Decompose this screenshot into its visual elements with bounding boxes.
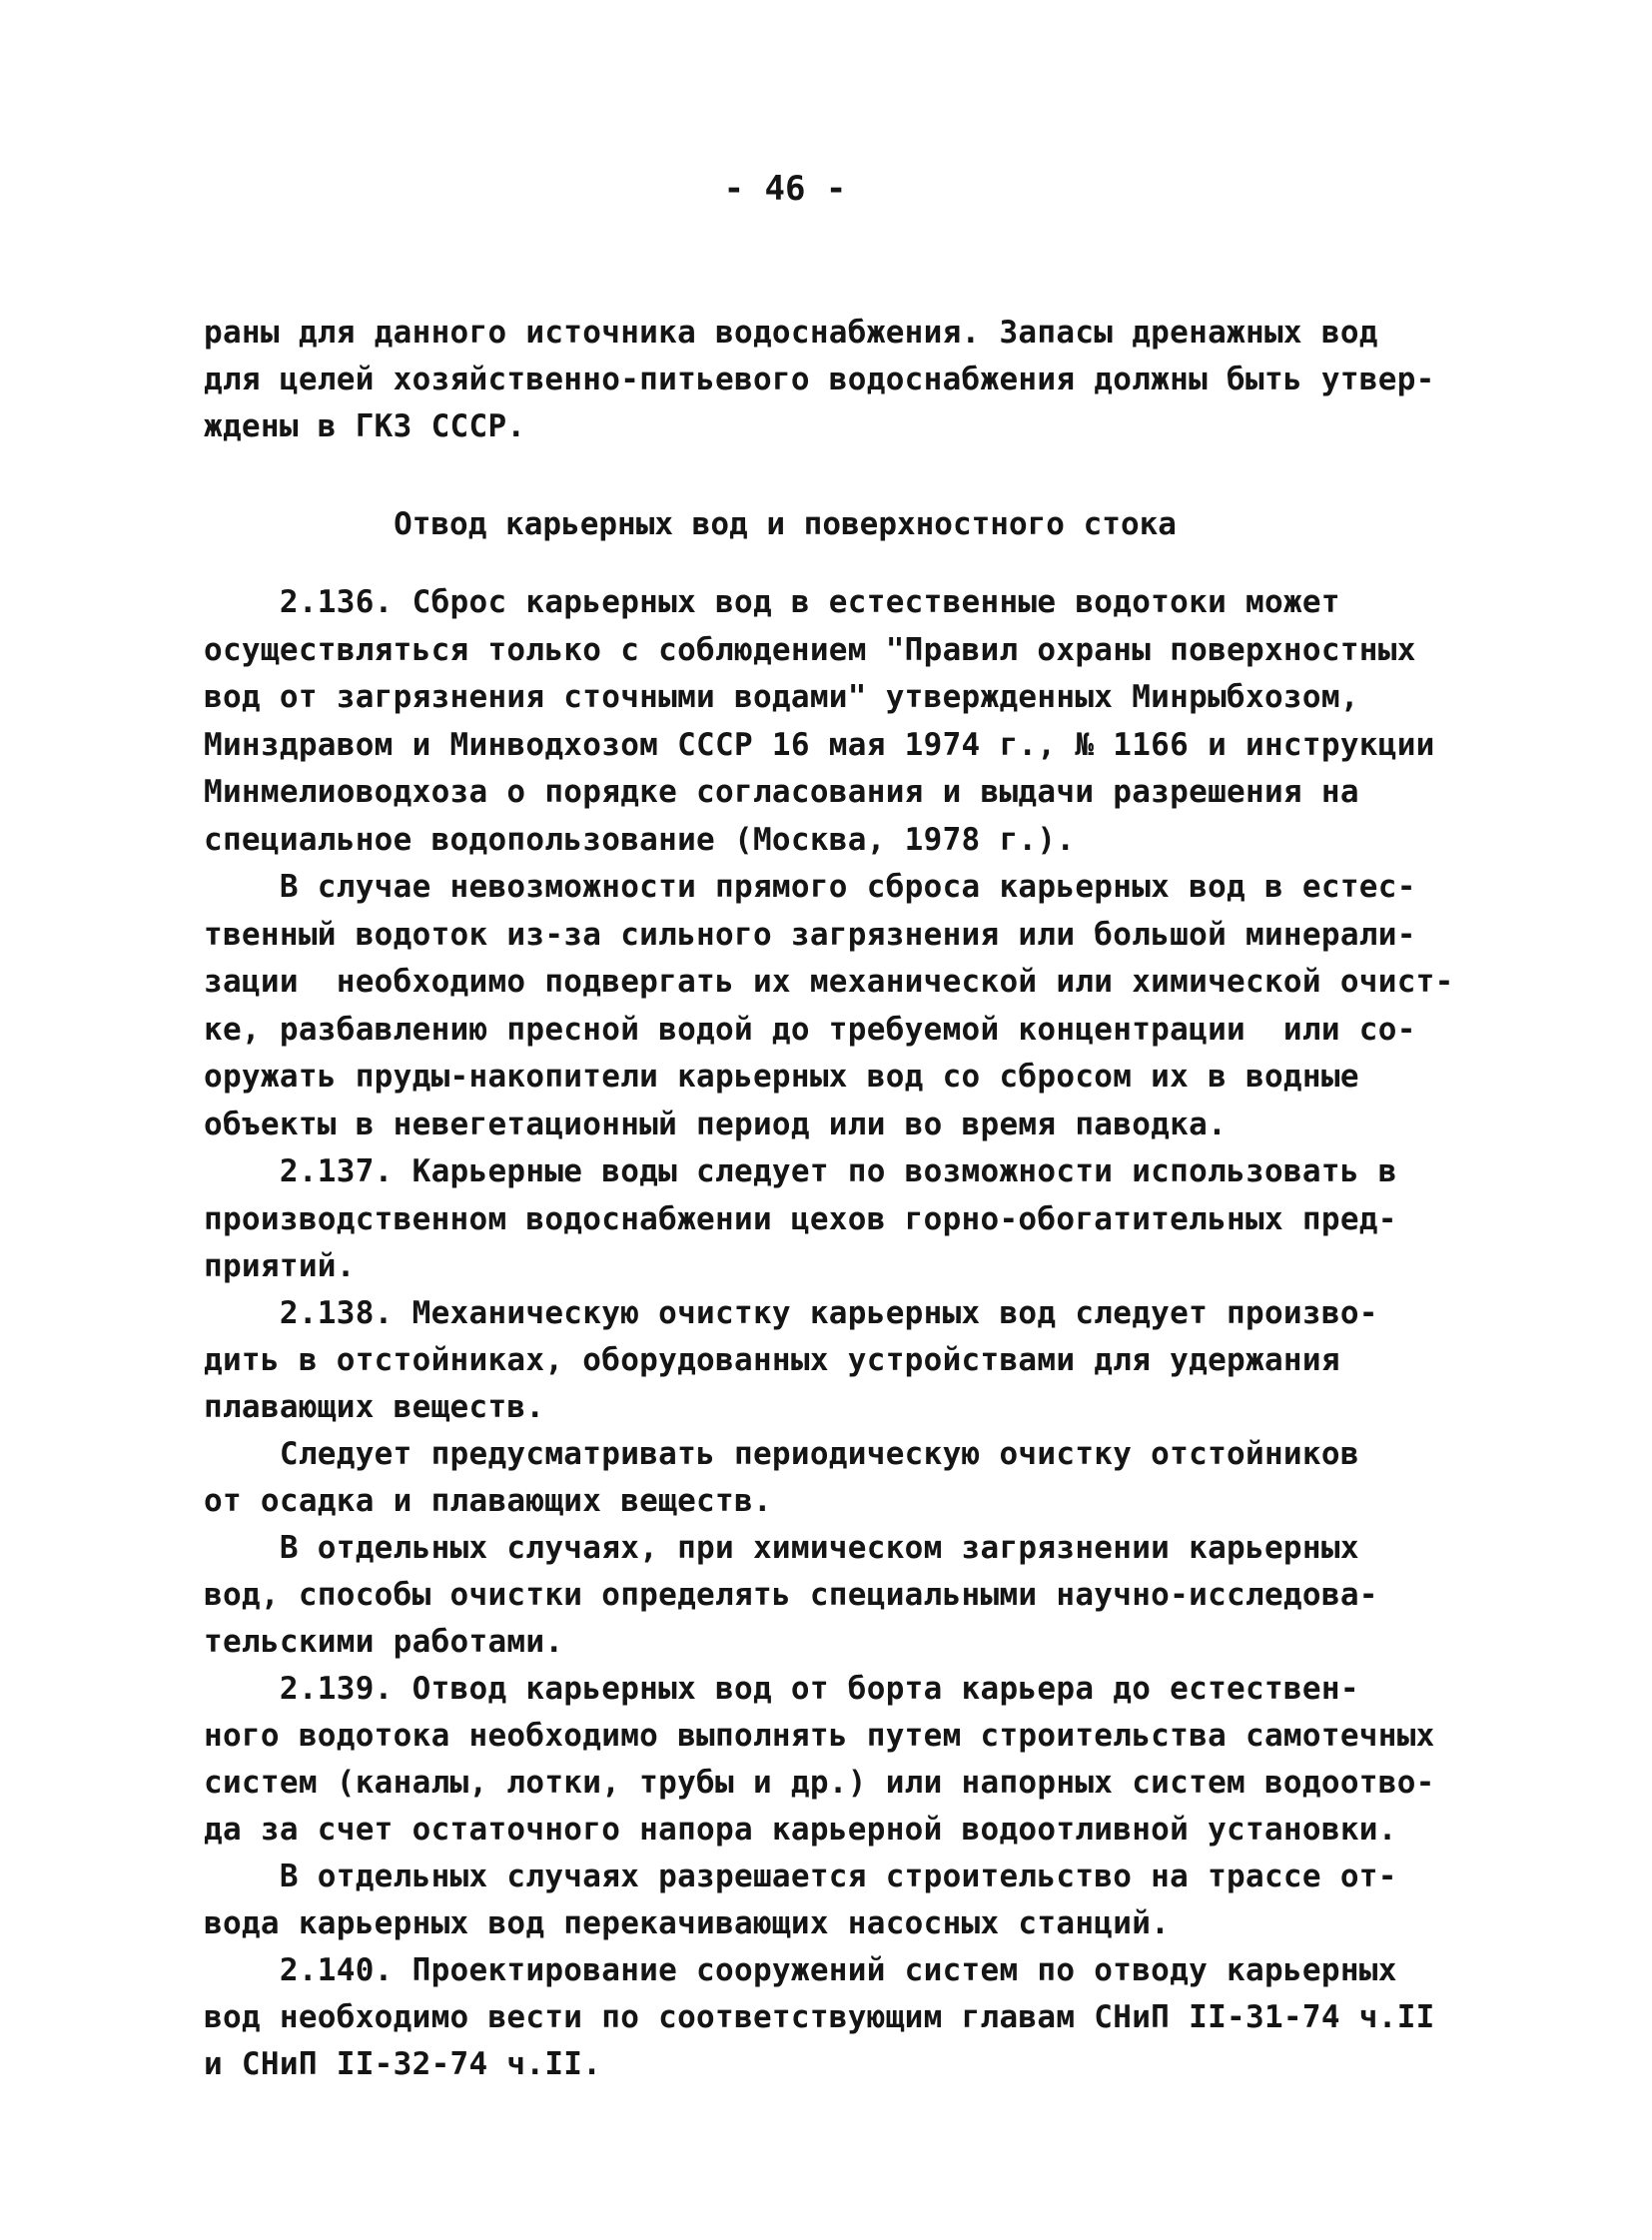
- text-line: производственном водоснабжении цехов горно-обогатительных пред-: [204, 1201, 1397, 1237]
- text-line: Минздравом и Минводхозом СССР 16 мая 1974 г., № 1166 и инструкции: [204, 727, 1435, 763]
- text-line: 2.140. Проектирование сооружений систем по отводу карьерных: [204, 1952, 1397, 1988]
- text-line: 2.136. Сброс карьерных вод в естественные водотоки может: [204, 584, 1340, 620]
- section-heading: Отвод карьерных вод и поверхностного стока: [394, 506, 1177, 542]
- text-line: В отдельных случаях, при химическом загрязнении карьерных: [204, 1530, 1359, 1566]
- text-line: 2.138. Механическую очистку карьерных вод следует произво-: [204, 1295, 1378, 1331]
- text-line: для целей хозяйственно-питьевого водоснабжения должны быть утвер-: [204, 362, 1435, 397]
- page-number: - 46 -: [723, 169, 847, 209]
- text-line: от осадка и плавающих веществ.: [204, 1483, 772, 1519]
- text-line: вод от загрязнения сточными водами" утвержденных Минрыбхозом,: [204, 679, 1359, 715]
- text-line: систем (каналы, лотки, трубы и др.) или напорных систем водоотво-: [204, 1765, 1435, 1801]
- text-line: В отдельных случаях разрешается строительство на трассе от-: [204, 1859, 1397, 1894]
- text-line: специальное водопользование (Москва, 1978 г.).: [204, 822, 1076, 858]
- text-line: плавающих веществ.: [204, 1389, 545, 1425]
- text-line: ного водотока необходимо выполнять путем строительства самотечных: [204, 1718, 1435, 1754]
- text-line: объекты в невегетационный период или во время паводка.: [204, 1107, 1228, 1142]
- text-line: и СНиП II-32-74 ч.II.: [204, 2046, 602, 2082]
- text-line: Минмелиоводхоза о порядке согласования и выдачи разрешения на: [204, 774, 1359, 810]
- text-line: оружать пруды-накопители карьерных вод со сбросом их в водные: [204, 1059, 1359, 1095]
- text-line: тельскими работами.: [204, 1624, 564, 1660]
- text-line: ке, разбавлению пресной водой до требуемой концентрации или со-: [204, 1012, 1416, 1048]
- text-line: вод необходимо вести по соответствующим главам СНиП II-31-74 ч.II: [204, 1999, 1435, 2035]
- text-line: 2.137. Карьерные воды следует по возможности использовать в: [204, 1153, 1397, 1189]
- text-line: раны для данного источника водоснабжения. Запасы дренажных вод: [204, 315, 1378, 351]
- text-line: твенный водоток из-за сильного загрязнения или большой минерали-: [204, 917, 1416, 953]
- text-line: вод, способы очистки определять специальными научно-исследова-: [204, 1577, 1378, 1613]
- text-line: ждены в ГКЗ СССР.: [204, 408, 526, 444]
- text-line: зации необходимо подвергать их механической или химической очист-: [204, 964, 1454, 1000]
- text-line: Следует предусматривать периодическую очистку отстойников: [204, 1436, 1359, 1472]
- text-line: В случае невозможности прямого сброса карьерных вод в естес-: [204, 869, 1416, 905]
- text-line: вода карьерных вод перекачивающих насосных станций.: [204, 1905, 1171, 1941]
- text-line: 2.139. Отвод карьерных вод от борта карьера до естествен-: [204, 1671, 1359, 1707]
- text-line: приятий.: [204, 1248, 356, 1284]
- text-line: осуществляться только с соблюдением "Правил охраны поверхностных: [204, 632, 1416, 668]
- text-line: дить в отстойниках, оборудованных устройствами для удержания: [204, 1342, 1340, 1378]
- text-line: да за счет остаточного напора карьерной водоотливной установки.: [204, 1812, 1397, 1848]
